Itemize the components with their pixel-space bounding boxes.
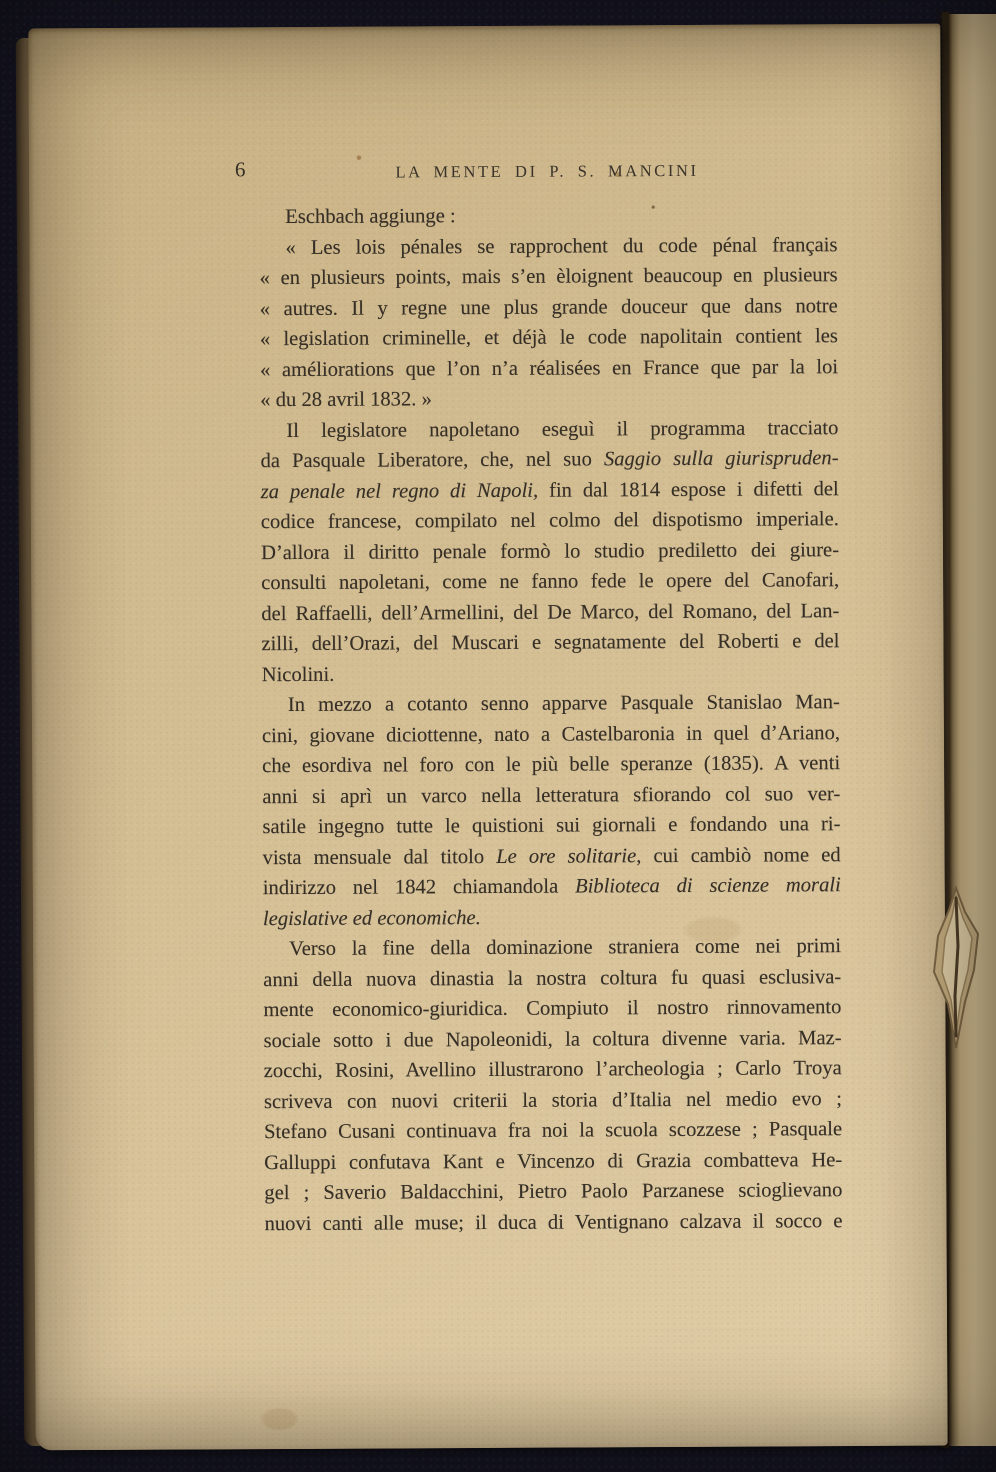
text-segment: Stefano Cusani continuava fra noi la scuola scozzese ; Pasquale bbox=[264, 1118, 843, 1144]
text-line bbox=[262, 748, 840, 782]
text-segment: cini, giovane diciottenne, nato a Castelbaronia in quel d’Ariano, bbox=[261, 721, 841, 747]
text-line bbox=[260, 321, 838, 355]
text-segment: « améliorations que l’on n’a réalisées en France que par la loi bbox=[260, 355, 839, 381]
text-segment: Nicolini. bbox=[261, 663, 335, 686]
text-line bbox=[264, 1175, 842, 1209]
text-segment: In mezzo a cotanto senno apparve Pasquale Stanislao Man- bbox=[287, 691, 840, 717]
text-line bbox=[261, 535, 839, 569]
text-segment: mente economico-giuridica. Compiuto il nostro rinnovamento bbox=[263, 996, 842, 1022]
text-segment: D’allora il diritto penale formò lo studio prediletto dei giure- bbox=[260, 538, 840, 564]
text-segment: codice francese, compilato nel colmo del dispotismo imperiale. bbox=[260, 508, 839, 534]
text-segment: del Raffaelli, dell’Armellini, del De Marco, del Romano, del Lan- bbox=[261, 599, 840, 625]
text-line bbox=[259, 230, 837, 264]
text-line bbox=[264, 1114, 842, 1148]
running-header: LA MENTE DI P. S. MANCINI bbox=[395, 160, 699, 182]
text-segment: anni della nuova dinastia la nostra coltura fu quasi esclusiva- bbox=[263, 965, 842, 991]
text-line bbox=[260, 352, 838, 386]
italic-text-segment: Biblioteca di scienze morali bbox=[575, 874, 841, 898]
text-line bbox=[262, 809, 840, 843]
page-tear bbox=[918, 886, 996, 1056]
book-page bbox=[28, 24, 947, 1451]
text-line bbox=[264, 1145, 842, 1179]
text-segment: satile ingegno tutte le quistioni sui giornali e fondando una ri- bbox=[262, 813, 841, 839]
text-line bbox=[261, 596, 839, 630]
text-segment: « en plusieurs points, mais s’en èloignent beaucoup en plusieurs bbox=[259, 264, 838, 290]
text-segment: « Les lois pénales se rapprochent du code pénal français bbox=[285, 233, 838, 259]
body-text bbox=[259, 199, 842, 1239]
text-segment: zocchi, Rosini, Avellino illustrarono l’archeologia ; Carlo Troya bbox=[263, 1057, 842, 1083]
text-line bbox=[261, 626, 839, 660]
text-line bbox=[261, 474, 839, 508]
text-segment: « legislation criminelle, et déjà le code napolitain contient les bbox=[259, 325, 838, 351]
text-line bbox=[260, 291, 838, 325]
italic-text-segment: za penale nel regno di Napoli, bbox=[260, 479, 539, 503]
text-line bbox=[263, 840, 841, 874]
italic-text-segment: Le ore solitarie bbox=[496, 844, 637, 868]
text-line bbox=[262, 718, 840, 752]
text-line bbox=[264, 1084, 842, 1118]
text-line bbox=[262, 687, 840, 721]
text-line bbox=[260, 443, 838, 477]
text-segment: « autres. Il y regne une plus grande douceur que dans notre bbox=[259, 294, 838, 320]
text-segment: che esordiva nel foro con le più belle speranze (1835). A venti bbox=[262, 752, 841, 778]
text-segment: nuovi canti alle muse; il duca di Ventignano calzava il socco e bbox=[264, 1209, 843, 1235]
text-line bbox=[264, 1053, 842, 1087]
text-segment: scriveva con nuovi criterii la storia d’Italia nel medio evo ; bbox=[263, 1087, 842, 1113]
text-segment: fin dal 1814 espose i difetti del bbox=[538, 477, 839, 502]
text-segment: zilli, dell’Orazi, del Muscari e segnatamente del Roberti e del bbox=[261, 630, 840, 656]
text-line bbox=[263, 931, 841, 965]
text-line bbox=[262, 779, 840, 813]
text-line bbox=[260, 413, 838, 447]
text-segment: , cui cambiò nome ed bbox=[636, 843, 841, 867]
text-segment: « du 28 avril 1832. » bbox=[260, 388, 432, 412]
adjacent-page-edge bbox=[948, 14, 996, 1446]
italic-text-segment: legislative ed economiche. bbox=[262, 906, 481, 930]
text-segment: consulti napoletani, come ne fanno fede le opere del Canofari, bbox=[261, 569, 840, 595]
text-line bbox=[263, 992, 841, 1026]
text-line bbox=[259, 199, 837, 233]
italic-text-segment: Saggio sulla giurispruden- bbox=[603, 447, 839, 471]
text-line bbox=[260, 382, 838, 416]
text-segment: Galluppi confutava Kant e Vincenzo di Grazia combatteva He- bbox=[264, 1148, 843, 1174]
text-segment: indirizzo nel 1842 chiamandola bbox=[262, 875, 576, 900]
text-line bbox=[260, 260, 838, 294]
text-line bbox=[263, 901, 841, 935]
text-line bbox=[261, 565, 839, 599]
text-line bbox=[263, 962, 841, 996]
text-segment: da Pasquale Liberatore, che, nel suo bbox=[260, 448, 604, 473]
text-segment: Verso la fine della dominazione straniera come nei primi bbox=[289, 935, 842, 961]
text-segment: vista mensuale dal titolo bbox=[262, 845, 497, 869]
text-segment: Il legislatore napoletano eseguì il programma tracciato bbox=[286, 416, 839, 442]
text-line bbox=[264, 1023, 842, 1057]
text-segment: anni si aprì un varco nella letteratura sfiorando col suo ver- bbox=[262, 782, 841, 808]
text-segment: Eschbach aggiunge : bbox=[285, 205, 456, 229]
text-segment: gel ; Saverio Baldacchini, Pietro Paolo Parzanese scioglievano bbox=[264, 1179, 843, 1205]
text-line bbox=[261, 504, 839, 538]
text-segment: sociale sotto i due Napoleonidi, la coltura divenne varia. Maz- bbox=[263, 1026, 842, 1052]
text-line bbox=[262, 657, 840, 691]
folio-number: 6 bbox=[234, 157, 247, 182]
text-line bbox=[263, 870, 841, 904]
text-line bbox=[264, 1206, 842, 1240]
